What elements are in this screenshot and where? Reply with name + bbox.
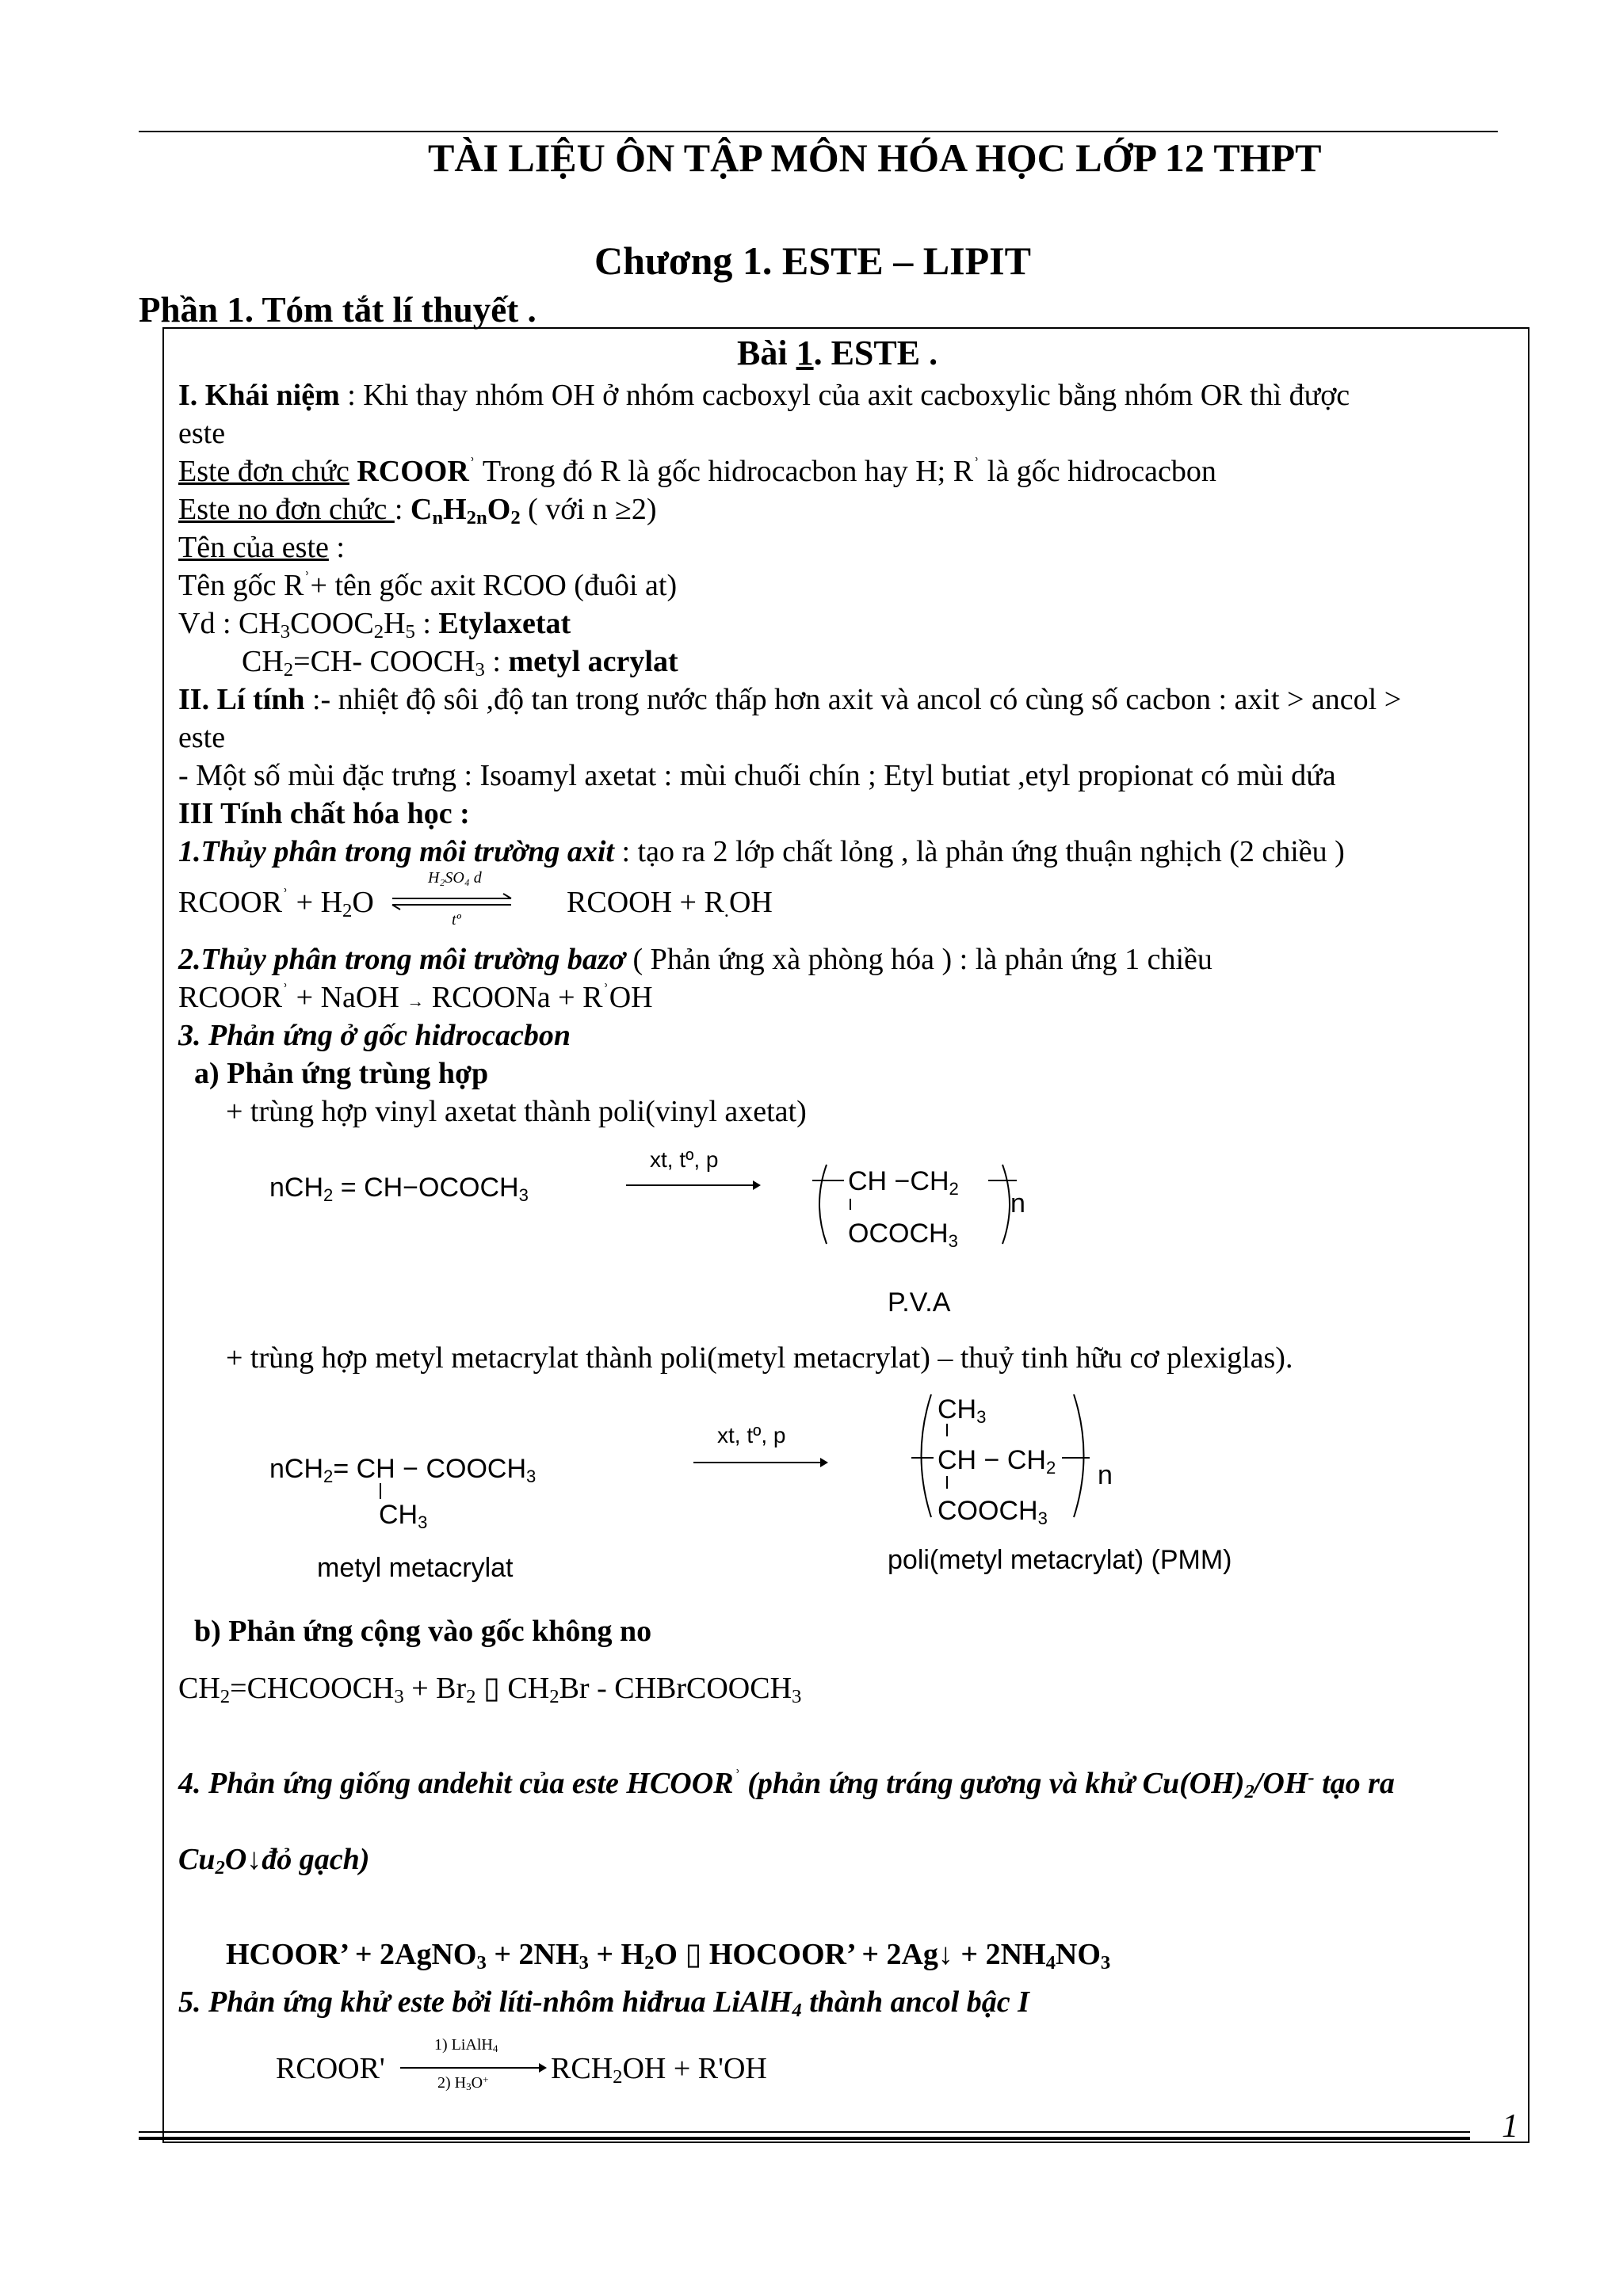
aldehyde-like-title-2: Cu2O↓đỏ gạch) (178, 1843, 370, 1879)
physical-props-line: II. Lí tính :- nhiệt độ sôi ,độ tan trong nước thấp hơn axit và ancol có cùng số cacbon : axit > ancol > (178, 683, 1402, 716)
pmm-side-group: COOCH3 (938, 1496, 1048, 1528)
example-1: Vd : CH3COOC2H5 : Etylaxetat (178, 607, 571, 643)
aldehyde-like-title: 4. Phản ứng giống andehit của este $HCOOR^ʾ$ (phản ứng tráng gương và khử Cu(OH)2/OH- tạo ra (178, 1766, 1395, 1803)
pmm-arrow (693, 1458, 828, 1474)
single-ester-line: Este đơn chức $RCOOR^ʾ$ Trong đó R là gốc hidrocacbon hay H; $R^ʾ$ là gốc hidrocacbon (178, 454, 1216, 488)
acid-catalyst: H₂SO₄ d (428, 869, 482, 887)
ester-name-rule: Tên gốc $R^ʾ+$ tên gốc axit RCOO (đuôi at) (178, 568, 678, 602)
vinyl-acetate-formula: nCH2 = CH−OCOCH3 (269, 1173, 529, 1205)
methyl-group: CH3 (379, 1500, 428, 1532)
pmm-n: n (1098, 1460, 1113, 1490)
document-title: TÀI LIỆU ÔN TẬP MÔN HÓA HỌC LỚP 12 THPT (428, 135, 1322, 180)
acid-hydrolysis-eq-left: $RCOOR^ʾ + H2O$ (178, 885, 374, 922)
pmm-description: + trùng hợp metyl metacrylat thành poli(metyl metacrylat) – thuỷ tinh hữu cơ plexiglas). (226, 1341, 1293, 1375)
saturated-ester-line: Este no đơn chức : CnH2nO2 ( với n ≥2) (178, 493, 657, 529)
base-hydrolysis-eq: $RCOOR^ʾ$ + NaOH → RCOONa + $R^ʾOH$ (178, 980, 653, 1014)
reduction-step-1: 1) LiAlH4 (434, 2036, 498, 2055)
pmm-top-methyl: CH3 (938, 1394, 987, 1427)
reduction-eq-left: RCOOR' (276, 2052, 385, 2085)
pmm-backbone: CH − CH2 (938, 1445, 1056, 1478)
methyl-methacrylate-name: metyl metacrylat (317, 1553, 514, 1583)
concept-line-2: este (178, 417, 226, 450)
polymerization-title: a) Phản ứng trùng hợp (194, 1057, 489, 1090)
pva-arrow (626, 1180, 761, 1196)
pva-description: + trùng hợp vinyl axetat thành poli(vinyl axetat) (226, 1095, 807, 1128)
lesson-title: Bài 1. ESTE . (737, 334, 938, 372)
base-hydrolysis-title: 2.Thủy phân trong môi trường bazơ ( Phản ứng xà phòng hóa ) : là phản ứng 1 chiều (178, 943, 1212, 976)
pva-n: n (1010, 1188, 1025, 1219)
reduction-step-2: 2) H3O+ (437, 2073, 489, 2093)
reduction-eq-right: RCH2OH + R'OH (551, 2052, 767, 2088)
pva-name: P.V.A (888, 1287, 951, 1318)
ester-name-label: Tên của este : (178, 531, 345, 564)
pva-conditions: xt, tº, p (650, 1147, 719, 1172)
silver-mirror-eq: HCOOR’ + 2AgNO3 + 2NH3 + H2O ▯ HOCOOR’ + 2Ag↓ + 2NH4NO3 (226, 1938, 1111, 1974)
acid-hydrolysis-eq-right: RCOOH + R.OH (567, 886, 773, 922)
bromine-addition-eq: CH2=CHCOOCH3 + Br2 ▯ CH2Br - CHBrCOOCH3 (178, 1672, 802, 1708)
footer-rule (139, 2131, 1470, 2133)
acid-hydrolysis-title: 1.Thủy phân trong môi trường axit : tạo ra 2 lớp chất lỏng , là phản ứng thuận nghịch (2 chiều ) (178, 835, 1345, 868)
part-title: Phần 1. Tóm tắt lí thuyết . (139, 290, 537, 330)
odor-line: - Một số mùi đặc trưng : Isoamyl axetat : mùi chuối chín ; Etyl butiat ,etyl propionat có mùi dứa (178, 759, 1336, 792)
pmm-conditions: xt, tº, p (717, 1423, 786, 1447)
physical-props-line-2: este (178, 721, 226, 754)
addition-title: b) Phản ứng cộng vào gốc không no (194, 1615, 652, 1648)
pva-side-group: OCOCH3 (848, 1219, 958, 1251)
chemical-props-heading: III Tính chất hóa học : (178, 797, 470, 830)
hydrocarbon-reaction-title: 3. Phản ứng ở gốc hidrocacbon (178, 1019, 571, 1052)
header-rule (139, 131, 1498, 132)
methyl-methacrylate-formula: nCH2= CH − COOCH3 (269, 1454, 537, 1486)
example-2: CH2=CH- COOCH3 : metyl acrylat (242, 645, 678, 681)
page-number: 1 (1502, 2108, 1518, 2145)
footer-rule-thick (139, 2137, 1470, 2140)
pmm-name: poli(metyl metacrylat) (PMM) (888, 1545, 1232, 1575)
pva-backbone: CH −CH2 (848, 1166, 959, 1199)
acid-temperature: tº (452, 911, 461, 929)
reduction-title: 5. Phản ứng khử este bởi líti-nhôm hiđrua LiAlH4 thành ancol bậc I (178, 1985, 1029, 2022)
concept-line: I. Khái niệm : Khi thay nhóm OH ở nhóm cacboxyl của axit cacboxylic bằng nhóm OR thì được (178, 379, 1350, 412)
chapter-title: Chương 1. ESTE – LIPIT (594, 238, 1031, 283)
